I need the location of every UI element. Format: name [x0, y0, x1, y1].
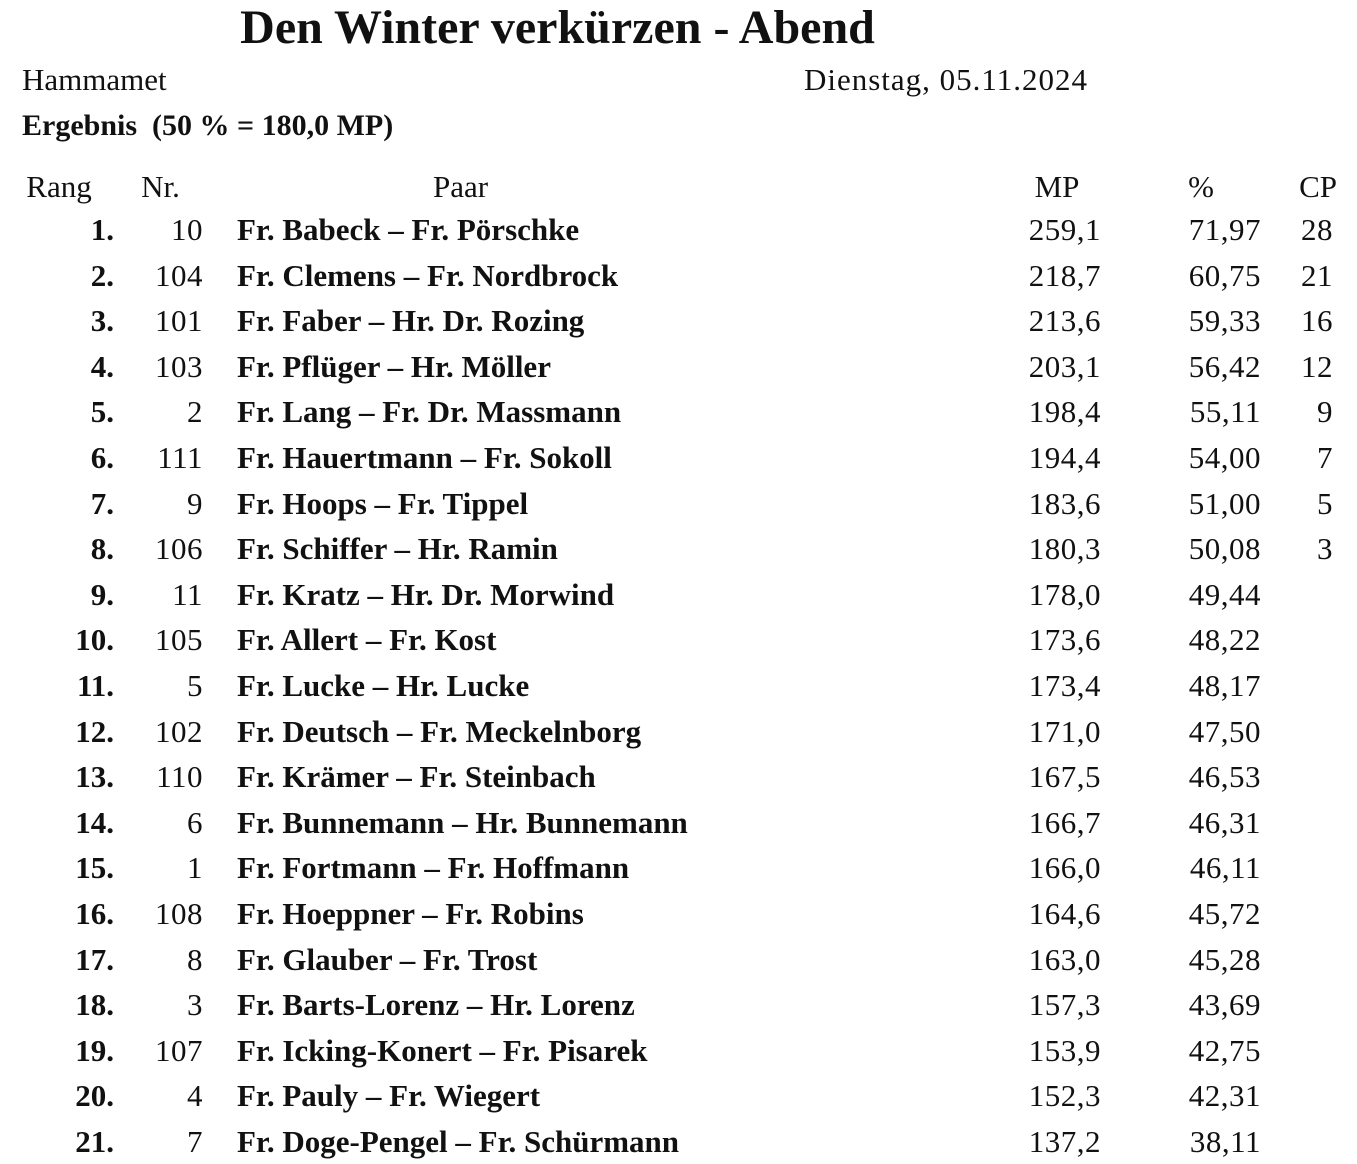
cell-rang: 6.	[90, 439, 114, 475]
cell-paar: Fr. Faber – Hr. Dr. Rozing	[237, 303, 585, 339]
cell-mp: 173,4	[1028, 667, 1101, 703]
cell-percent: 42,75	[1188, 1032, 1261, 1068]
column-header-percent: %	[1188, 169, 1214, 204]
cell-paar: Fr. Pflüger – Hr. Möller	[237, 348, 551, 384]
table-row	[0, 982, 1357, 1028]
date-label: Dienstag, 05.11.2024	[803, 62, 1088, 97]
cell-paar: Fr. Doge-Pengel – Fr. Schürmann	[237, 1123, 680, 1159]
cell-paar: Fr. Schiffer – Hr. Ramin	[237, 531, 558, 567]
cell-rang: 14.	[75, 804, 114, 840]
cell-paar: Fr. Krämer – Fr. Steinbach	[237, 759, 596, 795]
cell-cp	[1261, 800, 1357, 846]
table-row	[0, 937, 1357, 983]
cell-percent: 50,08	[1188, 531, 1261, 567]
cell-mp: 157,3	[1028, 987, 1101, 1023]
cell-rang: 2.	[90, 257, 114, 293]
table-row	[0, 845, 1357, 891]
cell-percent: 54,00	[1188, 439, 1261, 475]
cell-cp	[1261, 982, 1357, 1028]
cell-cp: 12	[1301, 348, 1333, 384]
cell-cp	[1261, 845, 1357, 891]
table-row	[0, 572, 1357, 618]
cell-mp: 203,1	[1028, 348, 1101, 384]
cell-cp	[1261, 1073, 1357, 1119]
cell-mp: 173,6	[1028, 622, 1101, 658]
cell-rang: 15.	[75, 850, 114, 886]
cell-cp	[1261, 1119, 1357, 1164]
cell-mp: 194,4	[1028, 439, 1101, 475]
cell-percent: 42,31	[1188, 1078, 1261, 1114]
cell-mp: 171,0	[1028, 713, 1101, 749]
cell-rang: 10.	[75, 622, 114, 658]
table-row	[0, 389, 1357, 435]
cell-paar: Fr. Deutsch – Fr. Meckelnborg	[237, 713, 642, 749]
cell-rang: 13.	[75, 759, 114, 795]
cell-percent: 51,00	[1188, 485, 1261, 521]
cell-nr: 105	[155, 622, 203, 658]
cell-percent: 56,42	[1188, 348, 1261, 384]
cell-cp	[1261, 754, 1357, 800]
cell-nr: 8	[187, 941, 203, 977]
cell-mp: 167,5	[1028, 759, 1101, 795]
cell-paar: Fr. Hoeppner – Fr. Robins	[237, 895, 584, 931]
cell-percent: 49,44	[1188, 576, 1261, 612]
cell-mp: 178,0	[1028, 576, 1101, 612]
cell-rang: 12.	[75, 713, 114, 749]
cell-cp	[1261, 937, 1357, 983]
results-body	[0, 207, 1357, 1164]
cell-rang: 7.	[90, 485, 114, 521]
result-subtitle: Ergebnis (50 % = 180,0 MP)	[22, 109, 394, 142]
cell-nr: 6	[187, 804, 203, 840]
cell-rang: 19.	[75, 1032, 114, 1068]
cell-mp: 259,1	[1028, 212, 1101, 247]
cell-cp	[1261, 617, 1357, 663]
cell-mp: 218,7	[1028, 257, 1101, 293]
cell-percent: 46,53	[1188, 759, 1261, 795]
table-row	[0, 435, 1357, 481]
table-row	[0, 617, 1357, 663]
cell-paar: Fr. Fortmann – Fr. Hoffmann	[237, 850, 630, 886]
table-row	[0, 344, 1357, 390]
cell-nr: 1	[187, 850, 203, 886]
cell-nr: 11	[172, 576, 203, 612]
cell-percent: 46,31	[1188, 804, 1261, 840]
cell-nr: 111	[157, 439, 203, 475]
cell-rang: 9.	[90, 576, 114, 612]
cell-percent: 47,50	[1188, 713, 1261, 749]
cell-percent: 60,75	[1188, 257, 1261, 293]
cell-percent: 45,28	[1188, 941, 1261, 977]
cell-rang: 3.	[90, 303, 114, 339]
cell-nr: 102	[155, 713, 203, 749]
cell-mp: 152,3	[1028, 1078, 1101, 1114]
cell-paar: Fr. Kratz – Hr. Dr. Morwind	[237, 576, 615, 612]
table-row	[0, 1073, 1357, 1119]
cell-nr: 2	[187, 394, 203, 430]
cell-cp	[1261, 572, 1357, 618]
cell-cp: 16	[1301, 303, 1333, 339]
table-row	[0, 481, 1357, 527]
cell-paar: Fr. Babeck – Fr. Pörschke	[237, 212, 580, 247]
cell-percent: 45,72	[1188, 895, 1261, 931]
cell-mp: 137,2	[1028, 1123, 1101, 1159]
cell-nr: 107	[155, 1032, 203, 1068]
table-row	[0, 754, 1357, 800]
cell-paar: Fr. Allert – Fr. Kost	[237, 622, 497, 658]
cell-rang: 5.	[90, 394, 114, 430]
cell-rang: 17.	[75, 941, 114, 977]
cell-rang: 4.	[90, 348, 114, 384]
cell-paar: Fr. Hoops – Fr. Tippel	[237, 485, 529, 521]
cell-percent: 59,33	[1188, 303, 1261, 339]
table-row	[0, 1119, 1357, 1164]
table-row	[0, 253, 1357, 299]
cell-nr: 4	[187, 1078, 203, 1114]
cell-percent: 71,97	[1188, 212, 1261, 247]
cell-nr: 7	[187, 1123, 203, 1159]
cell-mp: 153,9	[1028, 1032, 1101, 1068]
cell-cp	[1261, 1028, 1357, 1074]
cell-paar: Fr. Bunnemann – Hr. Bunnemann	[237, 804, 688, 840]
cell-paar: Fr. Clemens – Fr. Nordbrock	[237, 257, 619, 293]
cell-rang: 8.	[90, 531, 114, 567]
cell-cp: 7	[1317, 439, 1333, 475]
cell-paar: Fr. Barts-Lorenz – Hr. Lorenz	[237, 987, 635, 1023]
cell-cp: 9	[1317, 394, 1333, 430]
table-row	[0, 891, 1357, 937]
table-row	[0, 207, 1357, 253]
cell-nr: 110	[156, 759, 203, 795]
cell-nr: 9	[187, 485, 203, 521]
cell-rang: 1.	[90, 212, 114, 247]
cell-cp	[1261, 663, 1357, 709]
cell-mp: 166,0	[1028, 850, 1101, 886]
cell-cp	[1261, 891, 1357, 937]
column-header-cp: CP	[1299, 169, 1337, 204]
cell-nr: 101	[155, 303, 203, 339]
cell-nr: 10	[171, 212, 203, 247]
cell-rang: 21.	[75, 1123, 114, 1159]
table-row	[0, 709, 1357, 755]
cell-nr: 104	[155, 257, 203, 293]
cell-nr: 108	[155, 895, 203, 931]
cell-paar: Fr. Lang – Fr. Dr. Massmann	[237, 394, 622, 430]
cell-cp	[1261, 709, 1357, 755]
cell-rang: 11.	[76, 667, 114, 703]
cell-percent: 43,69	[1188, 987, 1261, 1023]
cell-mp: 213,6	[1028, 303, 1101, 339]
cell-mp: 164,6	[1028, 895, 1101, 931]
cell-nr: 5	[187, 667, 203, 703]
cell-percent: 48,22	[1188, 622, 1261, 658]
table-row	[0, 800, 1357, 846]
cell-paar: Fr. Lucke – Hr. Lucke	[237, 667, 530, 703]
cell-mp: 166,7	[1028, 804, 1101, 840]
cell-percent: 48,17	[1188, 667, 1261, 703]
cell-paar: Fr. Hauertmann – Fr. Sokoll	[237, 439, 612, 475]
cell-mp: 198,4	[1028, 394, 1101, 430]
cell-percent: 38,11	[1189, 1123, 1261, 1159]
cell-percent: 46,11	[1189, 850, 1261, 886]
cell-nr: 106	[155, 531, 203, 567]
cell-cp: 28	[1301, 212, 1333, 247]
page-title: Den Winter verkürzen - Abend	[240, 1, 875, 54]
cell-mp: 183,6	[1028, 485, 1101, 521]
cell-mp: 180,3	[1028, 531, 1101, 567]
cell-rang: 18.	[75, 987, 114, 1023]
cell-cp: 3	[1317, 531, 1333, 567]
results-table	[0, 167, 1357, 1164]
cell-nr: 103	[155, 348, 203, 384]
cell-nr: 3	[187, 987, 203, 1023]
cell-percent: 55,11	[1189, 394, 1261, 430]
cell-paar: Fr. Icking-Konert – Fr. Pisarek	[237, 1032, 648, 1068]
table-row	[0, 663, 1357, 709]
column-header-rang: Rang	[26, 169, 92, 204]
results-header-row	[0, 167, 1357, 207]
table-row	[0, 1028, 1357, 1074]
cell-paar: Fr. Glauber – Fr. Trost	[237, 941, 538, 977]
location-label: Hammamet	[22, 62, 167, 97]
column-header-nr: Nr.	[141, 169, 180, 204]
cell-cp: 5	[1317, 485, 1333, 521]
cell-rang: 16.	[75, 895, 114, 931]
table-row	[0, 298, 1357, 344]
column-header-paar: Paar	[433, 169, 489, 204]
cell-paar: Fr. Pauly – Fr. Wiegert	[237, 1078, 541, 1114]
column-header-mp: MP	[1034, 169, 1080, 204]
cell-cp: 21	[1301, 257, 1333, 293]
cell-mp: 163,0	[1028, 941, 1101, 977]
table-row	[0, 526, 1357, 572]
cell-rang: 20.	[75, 1078, 114, 1114]
